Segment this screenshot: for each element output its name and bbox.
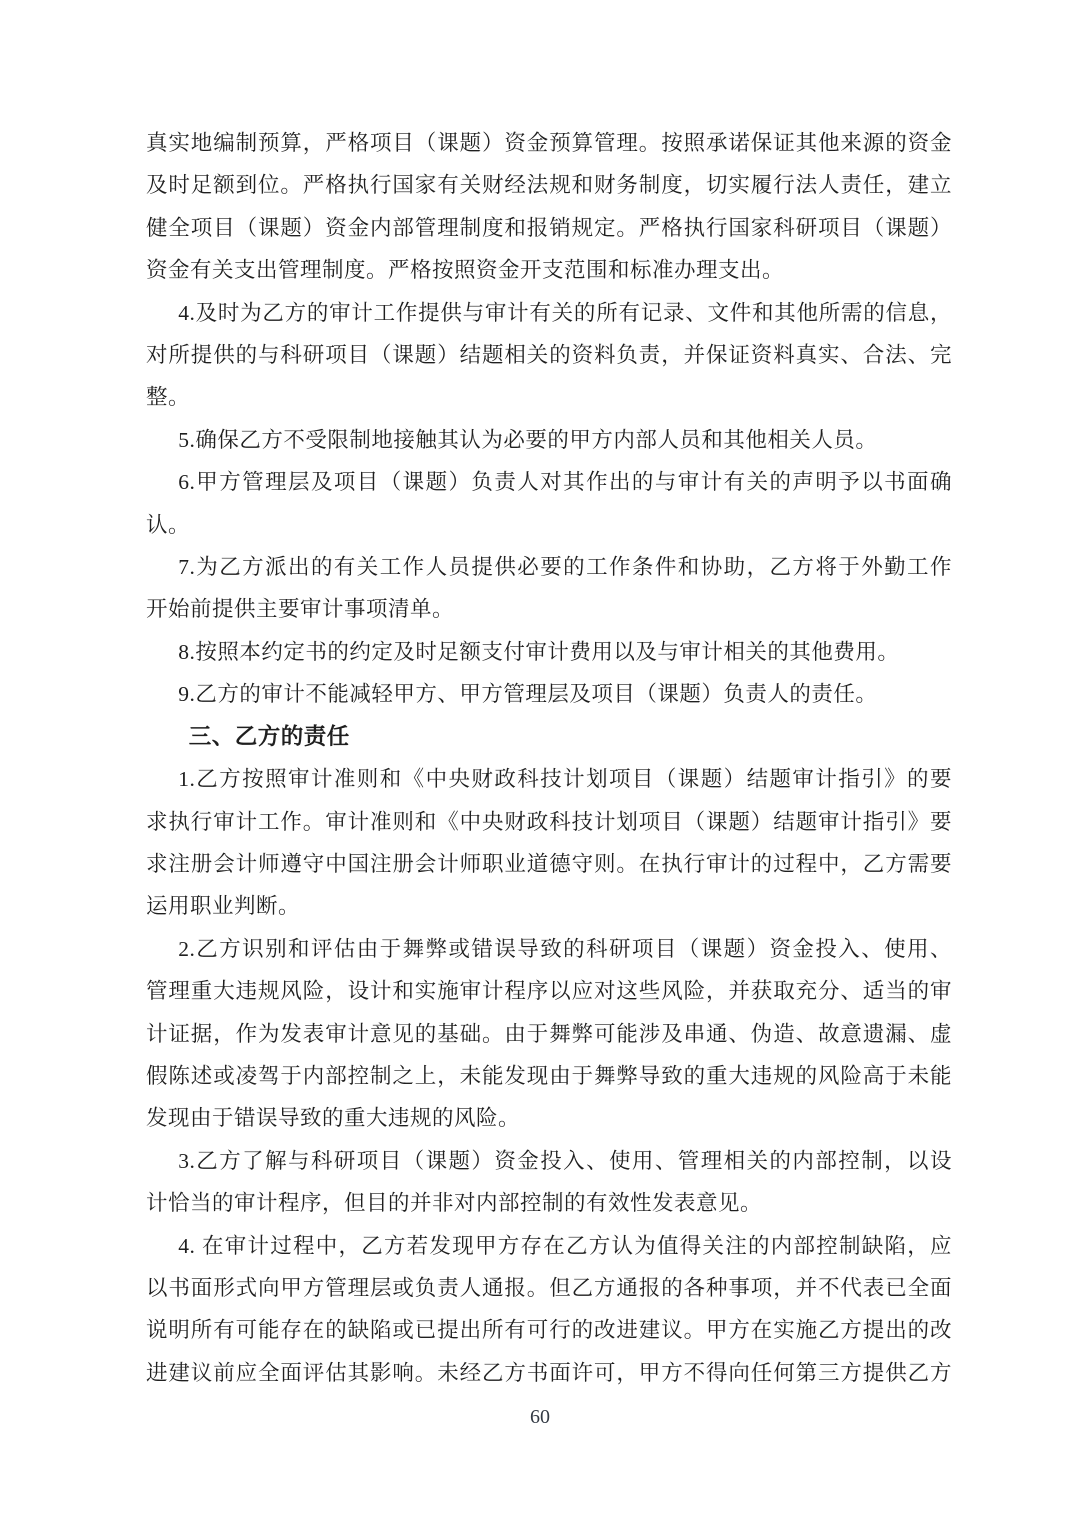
paragraph xyxy=(146,631,952,673)
text-line: 3.乙方了解与科研项目（课题）资金投入、使用、管理相关的内部控制，以设 xyxy=(178,1148,952,1173)
text-line: 认。 xyxy=(146,512,191,537)
paragraph xyxy=(146,673,952,715)
text-line: 9.乙方的审计不能减轻甲方、甲方管理层及项目（课题）负责人的责任。 xyxy=(178,682,878,707)
text-line: 5.确保乙方不受限制地接触其认为必要的甲方内部人员和其他相关人员。 xyxy=(178,427,878,452)
text-line: 开始前提供主要审计事项清单。 xyxy=(146,597,455,622)
paragraph xyxy=(146,1225,952,1395)
paragraph xyxy=(146,461,952,546)
paragraph xyxy=(146,419,952,461)
text-line: 4.及时为乙方的审计工作提供与审计有关的所有记录、文件和其他所需的信息， xyxy=(178,300,952,325)
paragraph xyxy=(146,928,952,1140)
text-line: 7.为乙方派出的有关工作人员提供必要的工作条件和协助，乙方将于外勤工作 xyxy=(178,555,952,580)
text-line: 计恰当的审计程序，但目的并非对内部控制的有效性发表意见。 xyxy=(146,1191,763,1216)
text-line: 2.乙方识别和评估由于舞弊或错误导致的科研项目（课题）资金投入、使用、 xyxy=(178,936,952,961)
text-line: 6.甲方管理层及项目（课题）负责人对其作出的与审计有关的声明予以书面确 xyxy=(178,470,952,495)
text-line: 健全项目（课题）资金内部管理制度和报销规定。严格执行国家科研项目（课题） xyxy=(146,215,952,240)
page-number: 60 xyxy=(530,1406,550,1428)
text-line: 假陈述或凌驾于内部控制之上，未能发现由于舞弊导致的重大违规的风险高于未能 xyxy=(146,1063,952,1088)
text-line: 进建议前应全面评估其影响。未经乙方书面许可，甲方不得向任何第三方提供乙方 xyxy=(146,1360,952,1385)
text-line: 对所提供的与科研项目（课题）结题相关的资料负责，并保证资料真实、合法、完 xyxy=(146,343,952,368)
document-body xyxy=(146,122,952,1394)
text-line: 真实地编制预算，严格项目（课题）资金预算管理。按照承诺保证其他来源的资金 xyxy=(146,131,952,155)
paragraph xyxy=(146,758,952,928)
text-line: 资金有关支出管理制度。严格按照资金开支范围和标准办理支出。 xyxy=(146,258,785,283)
text-line: 三、乙方的责任 xyxy=(188,723,350,749)
text-line: 以书面形式向甲方管理层或负责人通报。但乙方通报的各种事项，并不代表已全面 xyxy=(146,1275,952,1300)
paragraph xyxy=(146,1140,952,1225)
text-line: 8.按照本约定书的约定及时足额支付审计费用以及与审计相关的其他费用。 xyxy=(178,639,900,664)
text-line: 求注册会计师遵守中国注册会计师职业道德守则。在执行审计的过程中，乙方需要 xyxy=(146,851,952,876)
text-line: 求执行审计工作。审计准则和《中央财政科技计划项目（课题）结题审计指引》要 xyxy=(146,809,952,834)
text-line: 管理重大违规风险，设计和实施审计程序以应对这些风险，并获取充分、适当的审 xyxy=(146,979,952,1004)
text-line: 发现由于错误导致的重大违规的风险。 xyxy=(146,1106,521,1131)
section-heading xyxy=(146,716,952,758)
text-line: 1.乙方按照审计准则和《中央财政科技计划项目（课题）结题审计指引》的要 xyxy=(178,767,952,792)
text-line: 及时足额到位。严格执行国家有关财经法规和财务制度，切实履行法人责任，建立 xyxy=(146,173,952,198)
paragraph xyxy=(146,122,952,292)
text-line: 4. 在审计过程中，乙方若发现甲方存在乙方认为值得关注的内部控制缺陷，应 xyxy=(178,1233,952,1258)
page-footer xyxy=(0,1402,1080,1432)
text-line: 运用职业判断。 xyxy=(146,894,301,919)
text-line: 说明所有可能存在的缺陷或已提出所有可行的改进建议。甲方在实施乙方提出的改 xyxy=(146,1318,952,1343)
paragraph xyxy=(146,292,952,419)
paragraph xyxy=(146,546,952,631)
text-line: 计证据，作为发表审计意见的基础。由于舞弊可能涉及串通、伪造、故意遗漏、虚 xyxy=(146,1021,952,1046)
text-line: 整。 xyxy=(146,385,191,410)
